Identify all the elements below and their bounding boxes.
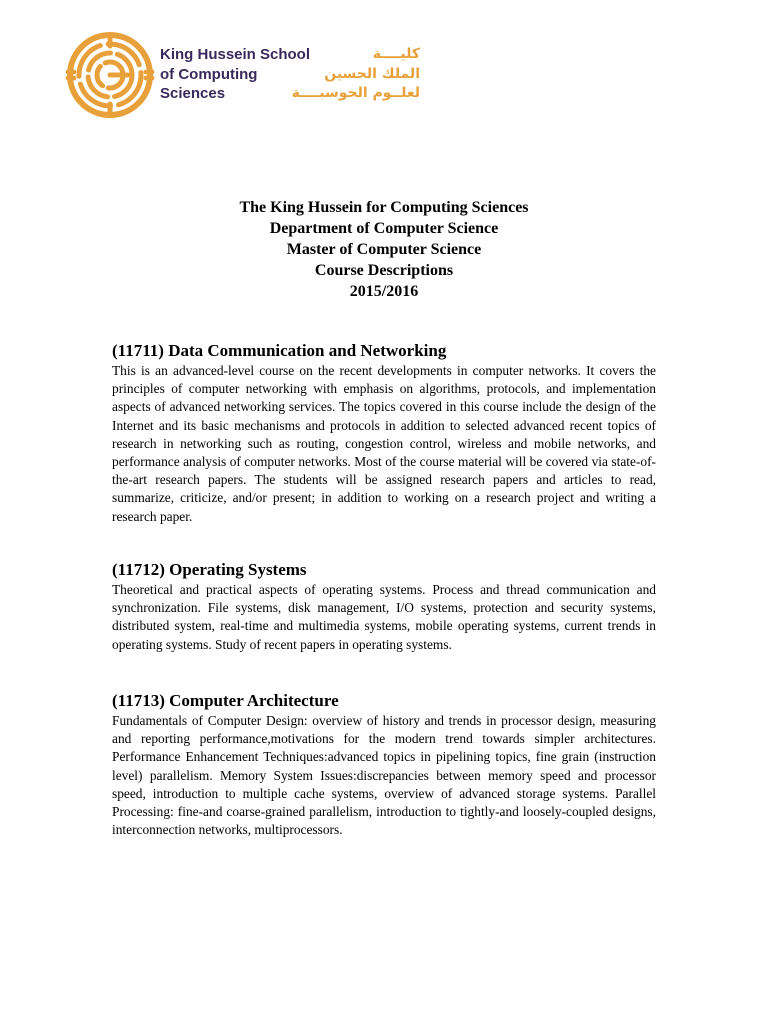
- title-program: Master of Computer Science: [286, 241, 482, 258]
- school-logo: [64, 30, 424, 120]
- title-department: Department of Computer Science: [269, 220, 499, 237]
- course-section: [112, 340, 656, 526]
- course-heading: (11713) Computer Architecture: [112, 691, 339, 710]
- course-description: This is an advanced-level course on the recent developments in computer networks. It covers the principles of computer networking with emphasis on algorithms, protocols, and implementation aspects of advanced networking services. The topics covered in this course include the design of the Internet and its basic mechanisms and protocols in addition to selected advanced recent topics of research in networking such as routing, congestion control, wireless and mobile networks, and performance analysis of computer networks. Most of the course material will be covered via state-of-the-art research papers. The students will be assigned research papers and articles to read, summarize, criticize, and/or present; in addition to working on a research project and writing a research paper.: [112, 363, 656, 524]
- course-section: [112, 559, 656, 654]
- course-heading: (11711) Data Communication and Networking: [112, 341, 447, 360]
- course-description: Fundamentals of Computer Design: overview of history and trends in processor design, measuring and reporting performance,motivations for the modern trend towards simpler architectures. Performance Enhancement Techniques:advanced topics in pipelining topics, fine grain (instruction level) parallelism. Memory System Issues:discrepancies between memory speed and processor speed, introduction to multiple cache systems, overview of advanced storage systems. Parallel Processing: fine-and coarse-grained parallelism, introduction to tightly-and loosely-coupled designs, interconnection networks, multiprocessors.: [112, 713, 656, 838]
- course-description: Theoretical and practical aspects of operating systems. Process and thread communication and synchronization. File systems, disk management, I/O systems, protection and security systems, distributed system, real-time and multimedia systems, mobile operating systems, current trends in operating systems. Study of recent papers in operating systems.: [112, 582, 656, 652]
- title-academic-year: 2015/2016: [349, 283, 419, 300]
- course-section: [112, 690, 656, 839]
- course-heading: (11712) Operating Systems: [112, 560, 307, 579]
- logo-name-english: King Hussein School of Computing Sciences: [160, 46, 311, 102]
- title-institution: The King Hussein for Computing Sciences: [239, 199, 529, 216]
- school-emblem-icon: [64, 30, 156, 120]
- document-title: [0, 197, 768, 302]
- title-document-type: Course Descriptions: [314, 262, 454, 279]
- logo-name-arabic: كليــــة الملك الحسين لعلــوم الحوسبــــة: [291, 46, 420, 101]
